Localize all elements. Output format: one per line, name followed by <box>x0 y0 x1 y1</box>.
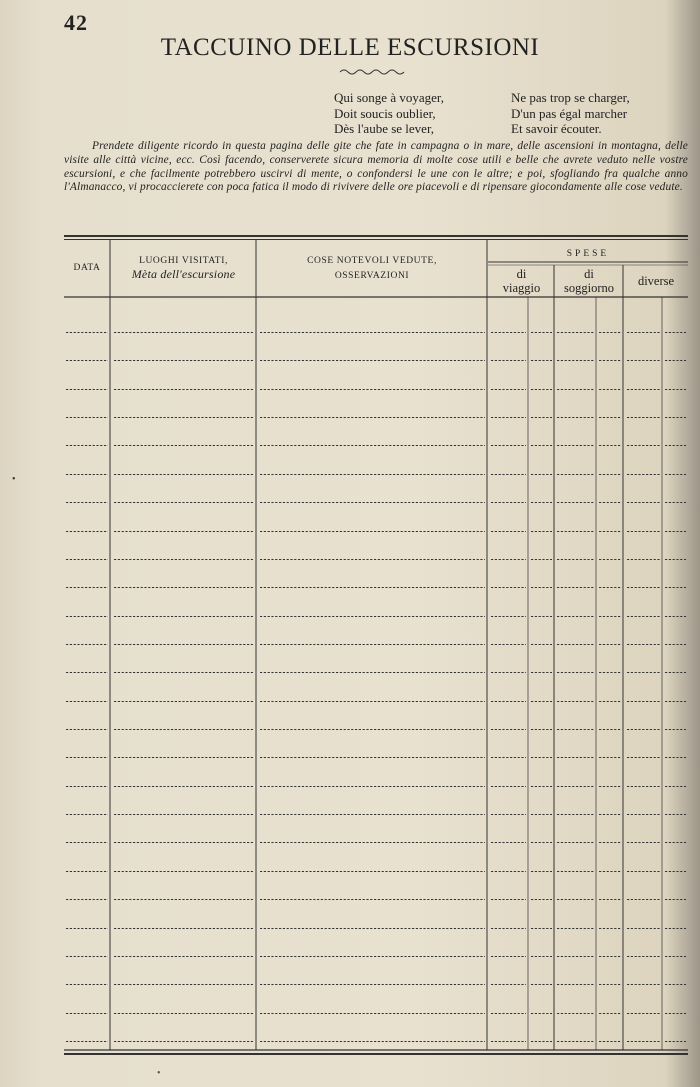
poem-line: Doit soucis oublier, <box>334 105 436 121</box>
poem-line: Ne pas trop se charger, <box>511 90 630 105</box>
poem-line: Qui songe à voyager, <box>334 90 444 105</box>
page-title: TACCUINO DELLE ESCURSIONI <box>160 34 540 61</box>
header-diverse: diverse <box>637 274 675 288</box>
header-soggiorno: soggiorno <box>564 281 614 295</box>
margin-speck: • <box>12 474 16 485</box>
poem-line: D'un pas égal marcher <box>511 105 628 121</box>
header-viaggio: viaggio <box>502 281 541 295</box>
footer-speck: • <box>157 1068 161 1079</box>
header-cose: COSE NOTEVOLI VEDUTE, <box>307 256 437 266</box>
page-number: 42 <box>64 10 88 35</box>
header-data: DATA <box>73 263 101 273</box>
header-viaggio-di: di <box>516 267 527 281</box>
intro-paragraph: Prendete diligente ricordo in questa pagina delle gite che fate in campagna o in mare, delle ascensioni in montagna, delle visite alle città vicine, ecc. Così facendo, conserverete sicura memoria di molte cose utili e belle che avrete veduto nelle vostre escursioni, e che facilmente potrebbero uscirvi di mente, o confondersi le une con le altre; e poi, sfogliando fra qualche anno l'Almanacco, vi procaccierete con poca fatica il modo di rivivere delle ore piacevoli e di ripensare giocondamente alle cose vedute. <box>64 140 688 194</box>
header-spese: SPESE <box>566 249 610 259</box>
header-luoghi: LUOGHI VISITATI, <box>139 256 228 266</box>
header-meta: Mèta dell'escursione <box>131 267 236 281</box>
poem-line: Et savoir écouter. <box>511 121 602 136</box>
poem-line: Dès l'aube se lever, <box>334 121 435 136</box>
header-soggiorno-di: di <box>584 267 594 281</box>
header-osservazioni: OSSERVAZIONI <box>334 271 410 281</box>
